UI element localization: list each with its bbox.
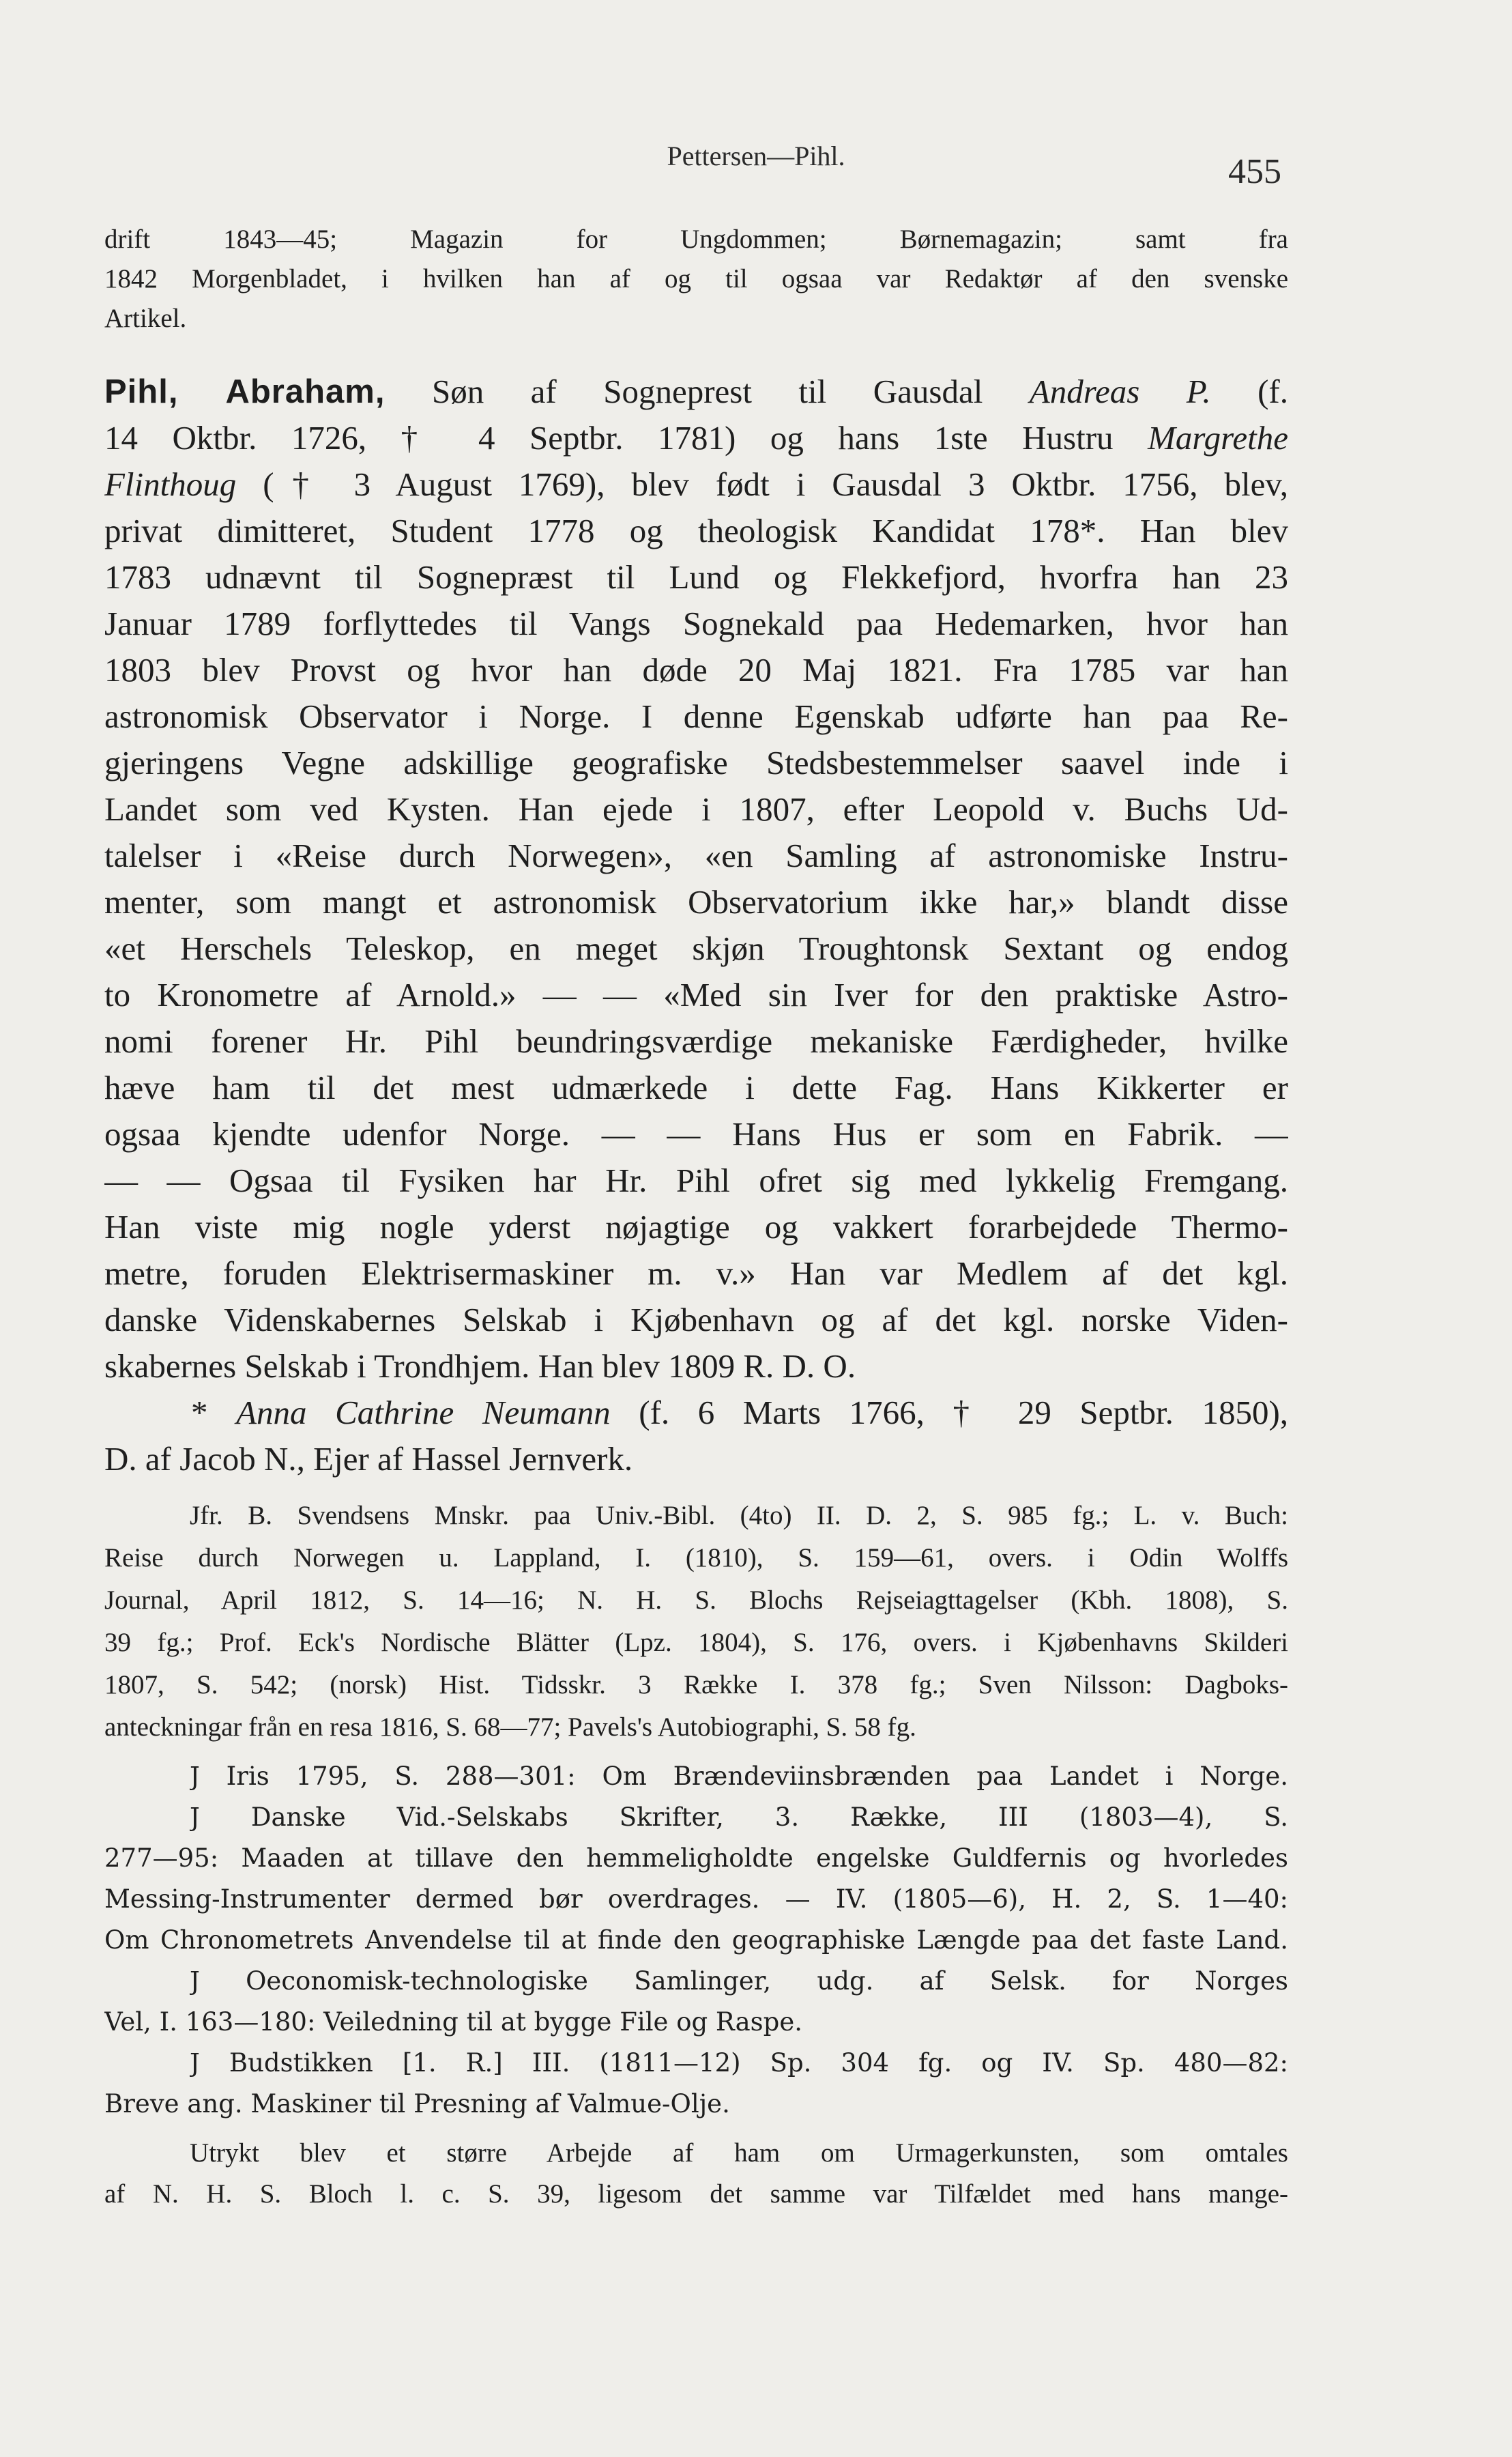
entry-line: Landet som ved Kysten. Han ejede i 1807, efter Leopold v. Buchs Ud- <box>104 790 1288 828</box>
entry-line: skabernes Selskab i Trondhjem. Han blev 1809 R. D. O. <box>104 1347 856 1385</box>
entry-line: 1803 blev Provst og hvor han døde 20 Maj 1821. Fra 1785 var han <box>104 651 1288 689</box>
continuation-line: drift 1843—45; Magazin for Ungdommen; Børnemagazin; samt fra <box>104 225 1288 254</box>
entry-line: to Kronometre af Arnold.» — — «Med sin Iver for den praktiske Astro- <box>104 976 1288 1014</box>
footnote-text: (f. 6 Marts 1766, † 29 Septbr. 1850), <box>610 1394 1288 1431</box>
entry-text: (f. <box>1210 373 1288 410</box>
works-line: J Oeconomisk-technologiske Samlinger, udg. af Selsk. for Norges <box>190 1966 1288 1996</box>
entry-text: Søn af Sogneprest til Gausdal <box>385 373 983 410</box>
entry-heading-line <box>104 369 1288 415</box>
mother-first-name: Margrethe <box>1148 419 1288 457</box>
entry-line: nomi forener Hr. Pihl beundringsværdige mekaniske Færdigheder, hvilke <box>104 1022 1288 1060</box>
works-line: Om Chronometrets Anvendelse til at finde den geographiske Længde paa det faste Land. <box>104 1925 1288 1955</box>
footnote-line: D. af Jacob N., Ejer af Hassel Jernverk. <box>104 1440 633 1478</box>
reference-line: Journal, April 1812, S. 14—16; N. H. S. Blochs Rejseiagttagelser (Kbh. 1808), S. <box>104 1585 1288 1615</box>
entry-line <box>104 415 1288 461</box>
reference-line: 39 fg.; Prof. Eck's Nordische Blätter (Lpz. 1804), S. 176, overs. i Kjøbenhavns Skilderi <box>104 1628 1288 1657</box>
works-line: Vel, I. 163—180: Veiledning til at bygge File og Raspe. <box>104 2007 803 2037</box>
closing-line: Utrykt blev et større Arbejde af ham om Urmagerkunsten, som omtales <box>190 2138 1288 2168</box>
entry-line: astronomisk Observator i Norge. I denne Egenskab udførte han paa Re- <box>104 698 1288 735</box>
entry-line: danske Videnskabernes Selskab i Kjøbenhavn og af det kgl. norske Viden- <box>104 1301 1288 1338</box>
father-name: Andreas P. <box>1029 373 1211 410</box>
footnote-mark: * <box>191 1394 237 1431</box>
reference-line: anteckningar från en resa 1816, S. 68—77; Pavels's Autobiographi, S. 58 fg. <box>104 1712 916 1742</box>
works-line: J Danske Vid.-Selskabs Skrifter, 3. Række, III (1803—4), S. <box>190 1802 1288 1832</box>
entry-line: «et Herschels Teleskop, en meget skjøn Troughtonsk Sextant og endog <box>104 930 1288 967</box>
entry-line: — — Ogsaa til Fysiken har Hr. Pihl ofret sig med lykkelig Fremgang. <box>104 1162 1288 1199</box>
reference-line: 1807, S. 542; (norsk) Hist. Tidsskr. 3 Række I. 378 fg.; Sven Nilsson: Dagboks- <box>104 1670 1288 1699</box>
works-line: J Budstikken [1. R.] III. (1811—12) Sp. 304 fg. og IV. Sp. 480—82: <box>190 2048 1288 2078</box>
page-number: 455 <box>1228 152 1281 191</box>
works-line: Breve ang. Maskiner til Presning af Valmue-Olje. <box>104 2089 730 2118</box>
entry-line: privat dimitteret, Student 1778 og theologisk Kandidat 178*. Han blev <box>104 512 1288 549</box>
entry-line: hæve ham til det mest udmærkede i dette Fag. Hans Kikkerter er <box>104 1069 1288 1106</box>
entry-line: metre, foruden Elektrisermaskiner m. v.» Han var Medlem af det kgl. <box>104 1254 1288 1292</box>
entry-line: gjeringens Vegne adskillige geografiske Stedsbestemmelser saavel inde i <box>104 744 1288 781</box>
mother-last-name: Flinthoug <box>104 465 237 503</box>
entry-line: menter, som mangt et astronomisk Observatorium ikke har,» blandt disse <box>104 883 1288 921</box>
continuation-line: 1842 Morgenbladet, i hvilken han af og til ogsaa var Redaktør af den svenske <box>104 264 1288 293</box>
works-line: Messing-Instrumenter dermed bør overdrages. — IV. (1805—6), H. 2, S. 1—40: <box>104 1884 1288 1914</box>
entry-line: 1783 udnævnt til Sognepræst til Lund og Flekkefjord, hvorfra han 23 <box>104 558 1288 596</box>
footnote-line <box>191 1390 1288 1436</box>
entry-line: ogsaa kjendte udenfor Norge. — — Hans Hus er som en Fabrik. — <box>104 1115 1288 1153</box>
reference-line: Reise durch Norwegen u. Lappland, I. (1810), S. 159—61, overs. i Odin Wolffs <box>104 1543 1288 1572</box>
entry-name: Pihl, Abraham, <box>104 373 386 410</box>
reference-line: Jfr. B. Svendsens Mnskr. paa Univ.-Bibl. (4to) II. D. 2, S. 985 fg.; L. v. Buch: <box>190 1501 1288 1530</box>
closing-line: af N. H. S. Bloch l. c. S. 39, ligesom det samme var Tilfældet med hans mange- <box>104 2179 1288 2209</box>
entry-line <box>104 461 1288 508</box>
running-header: Pettersen—Pihl. <box>667 141 845 171</box>
wife-name: Anna Cathrine Neumann <box>236 1394 611 1431</box>
works-line: J Iris 1795, S. 288—301: Om Brændeviinsbrænden paa Landet i Norge. <box>190 1762 1288 1791</box>
entry-line: Han viste mig nogle yderst nøjagtige og vakkert forarbejdede Thermo- <box>104 1208 1288 1246</box>
continuation-line: Artikel. <box>104 304 187 333</box>
entry-line: Januar 1789 forflyttedes til Vangs Sognekald paa Hedemarken, hvor han <box>104 605 1288 642</box>
entry-text: († 3 August 1769), blev født i Gausdal 3 Oktbr. 1756, blev, <box>236 465 1288 503</box>
works-line: 277—95: Maaden at tillave den hemmeligholdte engelske Guldfernis og hvorledes <box>104 1843 1288 1873</box>
entry-text: 14 Oktbr. 1726, † 4 Septbr. 1781) og hans 1ste Hustru <box>104 419 1114 457</box>
entry-line: talelser i «Reise durch Norwegen», «en Samling af astronomiske Instru- <box>104 837 1288 874</box>
